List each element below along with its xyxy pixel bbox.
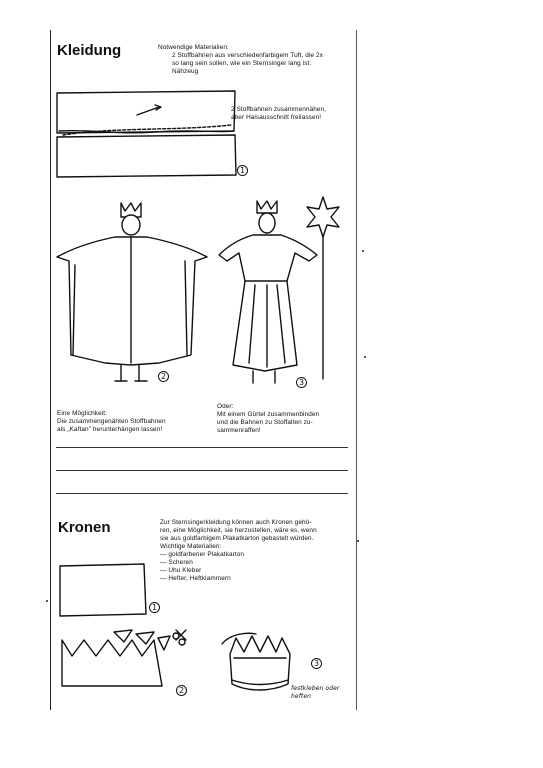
scan-speck xyxy=(357,540,359,542)
crowns-text-line-3: sie aus goldfarbigem Plakatkarton gebastelt würden. xyxy=(160,535,314,542)
clothing-caption-right-3: und die Bahnen zu Stoffalten zu- xyxy=(217,419,313,426)
clothing-materials-line-3: Nähzeug xyxy=(172,68,199,75)
clothing-caption-right-4: sammenraffen! xyxy=(217,427,261,434)
kaftan-figure xyxy=(55,195,215,390)
clothing-step-1-label: 1 xyxy=(237,166,248,175)
cardboard-rectangle-illustration xyxy=(58,562,158,622)
crowns-text-line-1: Zur Sternsingerkleidung können auch Kronen gehö- xyxy=(160,519,312,526)
divider-line-1 xyxy=(56,447,348,448)
divider-line-3 xyxy=(56,493,348,494)
crowns-text-line-4: Wichtige Materialien: xyxy=(160,543,222,550)
crowns-text-line-5: — goldfarbener Plakatkarton xyxy=(160,551,245,558)
scan-speck xyxy=(362,250,364,252)
clothing-title: Kleidung xyxy=(57,42,122,59)
clothing-step-2-label: 2 xyxy=(158,372,169,381)
clothing-caption-left-1: Eine Möglichkeit: xyxy=(57,410,108,417)
fabric-panels-illustration xyxy=(55,85,255,180)
scan-speck xyxy=(364,356,366,358)
crowns-text-line-6: — Scheren xyxy=(160,559,193,566)
crowns-text-line-2: ren, eine Möglichkeit, sie herzustellen, wäre es, wenn xyxy=(160,527,317,534)
crowns-step-1-label: 1 xyxy=(149,603,160,612)
clothing-caption-left-3: als „Kaftan" herunterhängen lassen! xyxy=(57,426,163,433)
crowns-handnote-line-2: heften xyxy=(291,693,312,700)
clothing-materials-line-1: 2 Stoffbahnen aus verschiedenfarbigem Tuft, die 2x xyxy=(172,52,323,59)
crowns-step-2-label: 2 xyxy=(176,686,187,695)
clothing-step2-line-1: 2 Stoffbahnen zusammennähen, xyxy=(231,106,327,113)
clothing-materials-line-2: so lang sein sollen, wie ein Sternsinger lang ist. xyxy=(172,60,312,67)
crowns-title: Kronen xyxy=(58,519,111,536)
clothing-step2-line-2: aber Halsausschnitt freilassen! xyxy=(231,114,322,121)
divider-line-2 xyxy=(56,470,348,471)
crowns-handnote-line-1: festkleben oder xyxy=(291,685,340,692)
clothing-materials-heading: Notwendige Materialien: xyxy=(158,44,229,51)
clothing-caption-right-1: Oder: xyxy=(217,403,234,410)
scan-speck xyxy=(46,600,48,602)
crowns-step-3-label: 3 xyxy=(311,659,322,668)
clothing-step-3-label: 3 xyxy=(296,378,307,387)
belted-robe-figure xyxy=(205,195,350,395)
clothing-caption-left-2: Die zusammengenähten Stoffbahnen xyxy=(57,418,166,425)
crowns-text-line-7: — Uhu Kleber xyxy=(160,567,202,574)
crowns-text-line-8: — Hefter, Heftklammern xyxy=(160,575,231,582)
clothing-caption-right-2: Mit einem Gürtel zusammenbinden xyxy=(217,411,320,418)
